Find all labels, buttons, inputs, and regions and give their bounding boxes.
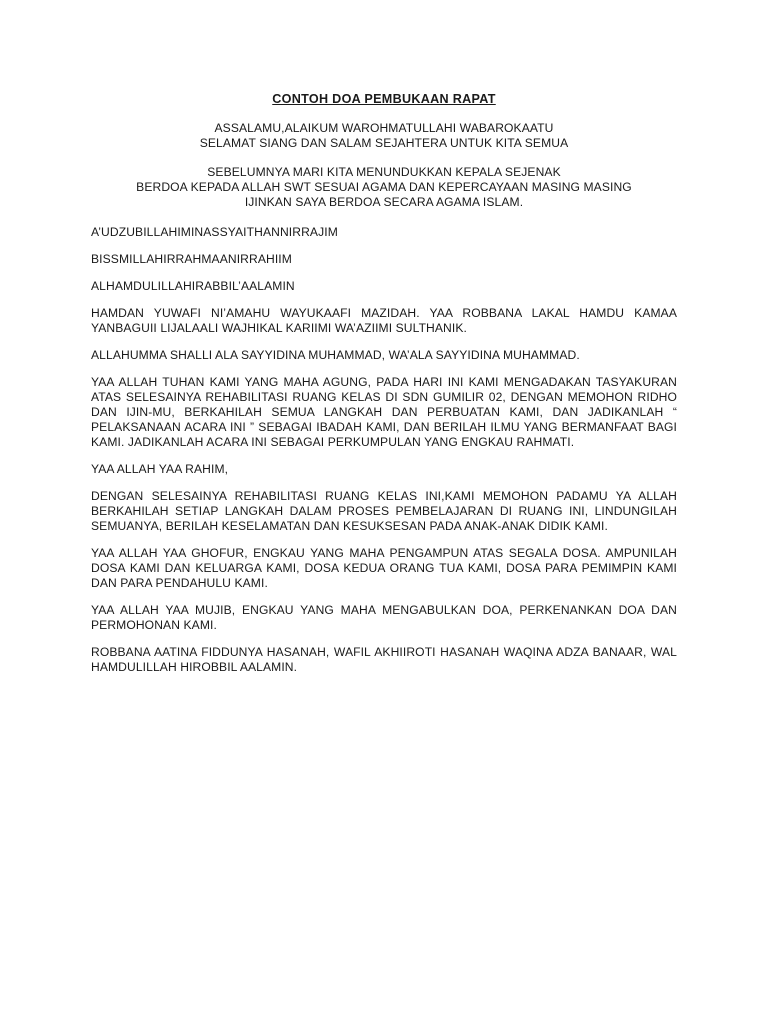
paragraph-shalawat: ALLAHUMMA SHALLI ALA SAYYIDINA MUHAMMAD, WA’ALA SAYYIDINA MUHAMMAD. <box>91 348 580 362</box>
intro-line: IJINKAN SAYA BERDOA SECARA AGAMA ISLAM. <box>244 195 524 209</box>
greeting-block <box>91 121 677 151</box>
paragraph-robbana: ROBBANA AATINA FIDDUNYA HASANAH, WAFIL AKHIIROTI HASANAH WAQINA ADZA BANAAR, WAL HAMDULILLAH HIROBBIL AALAMIN. <box>91 645 677 674</box>
paragraph-rehabilitasi: DENGAN SELESAINYA REHABILITASI RUANG KELAS INI,KAMI MEMOHON PADAMU YA ALLAH BERKAHILAH SETIAP LANGKAH DALAM PROSES PEMBELAJARAN DI RUANG INI, LINDUNGILAH SEMUANYA, BERILAH KESELAMATAN DAN KESUKSESAN PADA ANAK-ANAK DIDIK KAMI. <box>91 489 677 533</box>
paragraph-hamdan: HAMDAN YUWAFI NI’AMAHU WAYUKAAFI MAZIDAH. YAA ROBBANA LAKAL HAMDU KAMAA YANBAGUII LIJALAALI WAJHIKAL KARIIMI WA’AZIIMI SULTHANIK. <box>91 306 677 335</box>
paragraph-yaa-rahim: YAA ALLAH YAA RAHIM, <box>91 462 229 476</box>
greeting-line: SELAMAT SIANG DAN SALAM SEJAHTERA UNTUK KITA SEMUA <box>199 136 569 150</box>
intro-line: SEBELUMNYA MARI KITA MENUNDUKKAN KEPALA SEJENAK <box>207 165 561 179</box>
intro-line: BERDOA KEPADA ALLAH SWT SESUAI AGAMA DAN KEPERCAYAAN MASING MASING <box>136 180 632 194</box>
intro-block <box>91 165 677 210</box>
document-page <box>91 92 677 687</box>
paragraph-basmalah: BISSMILLAHIRRAHMAANIRRAHIIM <box>91 252 292 266</box>
paragraph-hamdalah: ALHAMDULILLAHIRABBIL’AALAMIN <box>91 279 295 293</box>
paragraph-tasyakuran: YAA ALLAH TUHAN KAMI YANG MAHA AGUNG, PADA HARI INI KAMI MENGADAKAN TASYAKURAN ATAS SELESAINYA REHABILITASI RUANG KELAS DI SDN GUMILIR 02, DENGAN MEMOHON RIDHO DAN IJIN-MU, BERKAHILAH SEMUA LANGKAH DAN PERBUATAN KAMI, DAN JADIKANLAH “ PELAKSANAAN ACARA INI ” SEBAGAI IBADAH KAMI, DAN BERILAH ILMU YANG BERMANFAAT BAGI KAMI. JADIKANLAH ACARA INI SEBAGAI PERKUMPULAN YANG ENGKAU RAHMATI. <box>91 375 677 449</box>
greeting-line: ASSALAMU,ALAIKUM WAROHMATULLAHI WABAROKAATU <box>214 121 554 135</box>
document-title: CONTOH DOA PEMBUKAAN RAPAT <box>272 92 496 106</box>
paragraph-yaa-ghofur: YAA ALLAH YAA GHOFUR, ENGKAU YANG MAHA PENGAMPUN ATAS SEGALA DOSA. AMPUNILAH DOSA KAMI DAN KELUARGA KAMI, DOSA KEDUA ORANG TUA KAMI, DOSA PARA PEMIMPIN KAMI DAN PARA PENDAHULU KAMI. <box>91 546 677 590</box>
paragraph-taawudz: A’UDZUBILLAHIMINASSYAITHANNIRRAJIM <box>91 225 338 239</box>
paragraph-yaa-mujib: YAA ALLAH YAA MUJIB, ENGKAU YANG MAHA MENGABULKAN DOA, PERKENANKAN DOA DAN PERMOHONAN KAMI. <box>91 603 677 632</box>
